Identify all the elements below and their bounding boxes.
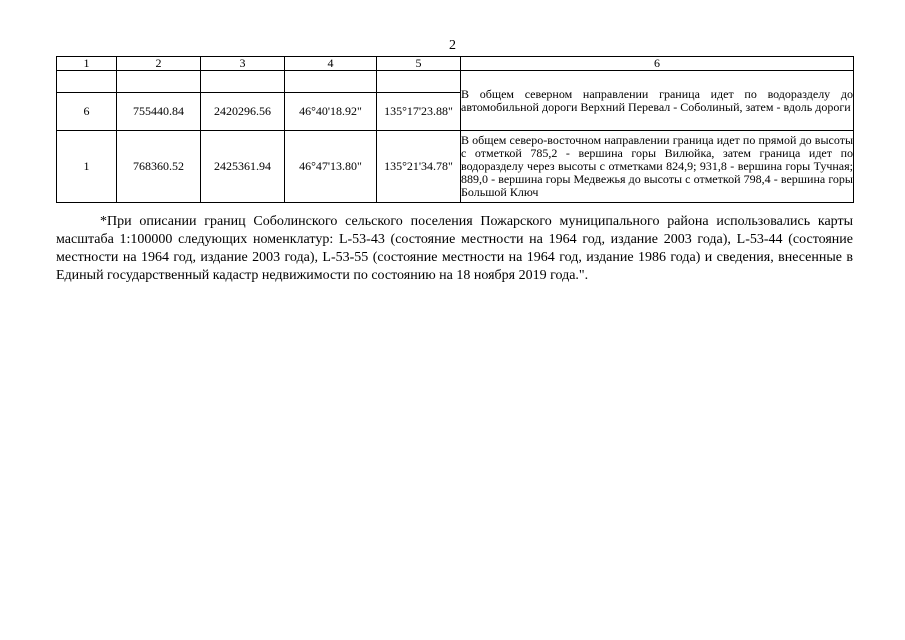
page-number: 2 (449, 38, 456, 53)
latitude-cell: 46°47'13.80" (285, 131, 377, 203)
longitude-cell: 135°17'23.88" (377, 93, 461, 131)
header-cell: 3 (201, 57, 285, 71)
description-text: В общем северном направлении граница идет по водоразделу до автомобильной дороги Верхний Перевал - Соболиный, затем - вдоль дороги (461, 86, 853, 114)
point-cell: 6 (57, 93, 117, 131)
description-cell (461, 71, 854, 131)
description-text: В общем северо-восточном направлении граница идет по прямой до высоты с отметкой 785,2 - вершина горы Вилюйка, затем граница идет по водоразделу через высоты с отметками 824,9; 931,8 - вершина горы Тучная; 889,0 - вершина горы Медвежья до высоты с отметкой 798,4 - вершина горы Большой Ключ (461, 133, 853, 199)
y-cell: 2425361.94 (201, 131, 285, 203)
y-cell: 2420296.56 (201, 93, 285, 131)
point-cell: 1 (57, 131, 117, 203)
x-cell: 768360.52 (117, 131, 201, 203)
header-cell: 4 (285, 57, 377, 71)
table-header-row (57, 57, 854, 71)
longitude-cell: 135°21'34.78" (377, 131, 461, 203)
table-spacer-row (57, 71, 854, 93)
table-row (57, 131, 854, 203)
header-cell: 2 (117, 57, 201, 71)
latitude-cell: 46°40'18.92" (285, 93, 377, 131)
x-cell: 755440.84 (117, 93, 201, 131)
coordinates-table (56, 56, 854, 203)
footnote-paragraph: *При описании границ Соболинского сельского поселения Пожарского муниципального района использовались карты масштаба 1:100000 следующих номенклатур: L-53-43 (состояние местности на 1964 год, издание 2003 года), L-53-44 (состояние местности на 1964 год, издание 2003 года), L-53-55 (состояние местности на 1964 год, издание 1986 года) и сведения, внесенные в Единый государственный кадастр недвижимости по состоянию на 18 ноября 2019 года.". (56, 214, 853, 283)
description-cell (461, 131, 854, 203)
header-cell: 5 (377, 57, 461, 71)
header-cell: 6 (461, 57, 854, 71)
header-cell: 1 (57, 57, 117, 71)
